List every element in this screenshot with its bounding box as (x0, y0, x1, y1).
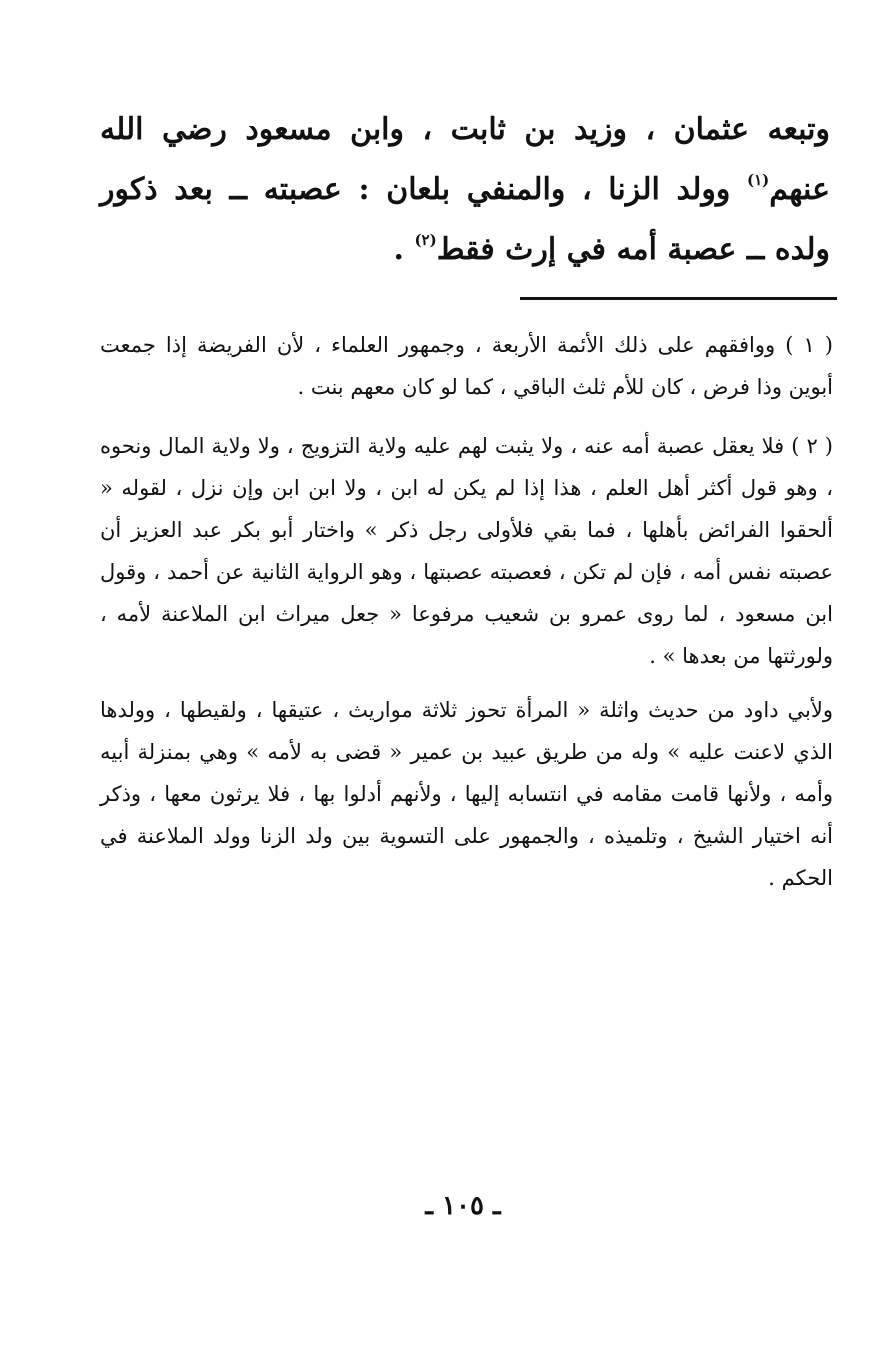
footnote-marker-2: (٢) (414, 231, 437, 249)
page-number: ـ ١٠٥ ـ (425, 1191, 501, 1221)
footnote-2-continuation: ولأبي داود من حديث واثلة « المرأة تحوز ثلاثة مواريث ، عتيقها ، ولقيطها ، وولدها الذي لاعنت عليه » وله من طريق عبيد بن عمير « قضى به لأمه » وهي بمنزلة أبيه وأمه ، ولأنها قامت مقامه في انتسابه إليها ، ولأنهم أدلوا بها ، فلا يرثون معها ، وذكر أنه اختيار الشيخ ، وتلميذه ، والجمهور على التسوية بين ولد الزنا وولد الملاعنة في الحكم . (100, 698, 833, 890)
main-text-part-3: . (393, 232, 415, 267)
main-text-part-2: وولد الزنا ، والمنفي بلعان : عصبته ــ بعد ذكور ولده ــ عصبة أمه في إرث فقط (100, 172, 830, 267)
footnote-2: ( ٢ ) فلا يعقل عصبة أمه عنه ، ولا يثبت لهم عليه ولاية التزويج ، ولا ولاية المال ونحوه ، وهو قول أكثر أهل العلم ، هذا إذا لم يكن له ابن ، ولا ابن ابن وإن نزل ، لقوله « ألحقوا الفرائض بأهلها ، فما بقي فلأولى رجل ذكر » واختار أبو بكر عبد العزيز أن عصبته نفس أمه ، فإن لم تكن ، فعصبته عصبتها ، وهو الرواية الثانية عن أحمد ، وقول ابن مسعود ، لما روى عمرو بن شعيب مرفوعا « جعل ميراث ابن الملاعنة لأمه ، ولورثتها من بعدها » . (100, 434, 833, 668)
footnote-marker-1: (١) (746, 171, 770, 189)
main-text (100, 100, 830, 280)
footnote-separator (520, 297, 837, 300)
footnote-1: ( ١ ) ووافقهم على ذلك الأئمة الأربعة ، وجمهور العلماء ، لأن الفريضة إذا جمعت أبوين وذا فرض ، كان للأم ثلث الباقي ، كما لو كان معهم بنت . (100, 333, 833, 399)
main-text-part-1: وتبعه عثمان ، وزيد بن ثابت ، وابن مسعود رضي الله عنهم (100, 112, 830, 207)
